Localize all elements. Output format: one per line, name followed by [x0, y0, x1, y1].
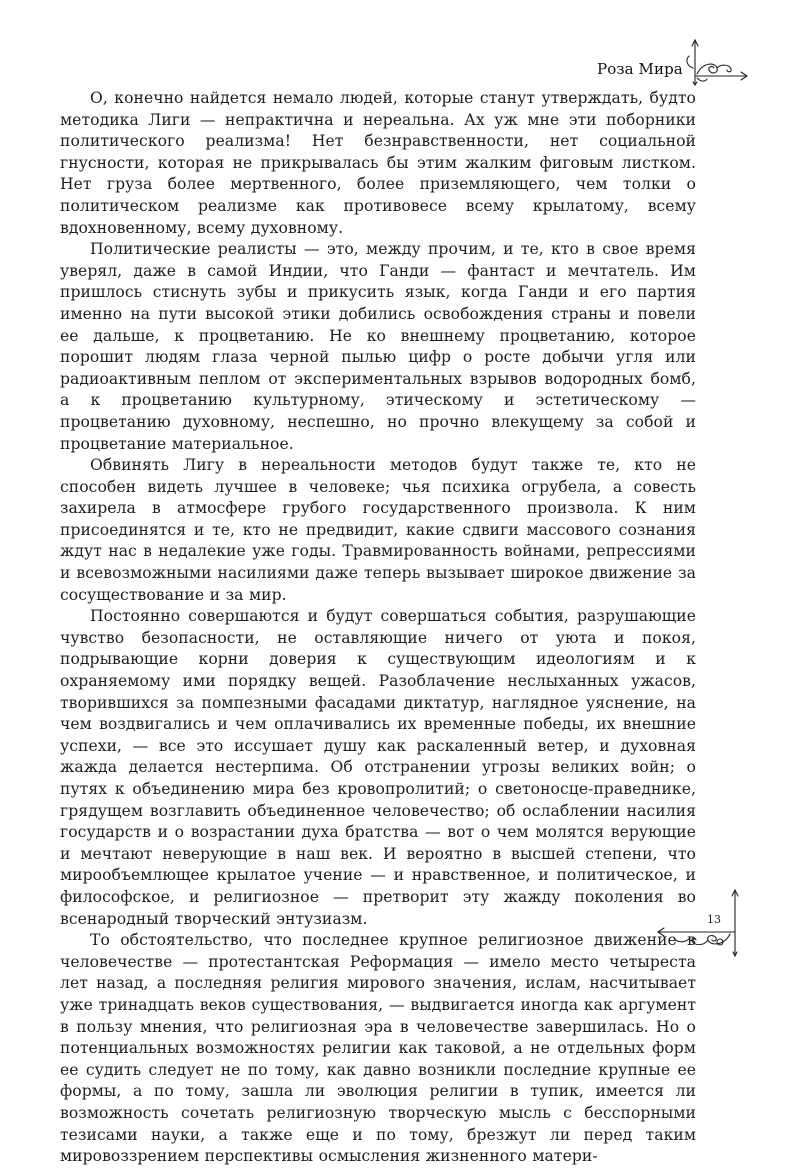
paragraph: То обстоятельство, что последнее крупное религиозное движение в человечестве — протестантская Реформация — имело место четыреста лет назад, а последняя религия мирового значения, ислам, насчитывает уже тринадцать веков существования, — выдвигается иногда как аргумент в пользу мнения, что религиозная эра в человечестве завершилась. Но о потенциальных возможностях религии как таковой, а не отдельных форм ее судить следует не по тому, как давно возникли последние крупные ее формы, а по тому, зашла ли эволюция религии в тупик, имеется ли возможность сочетать религиозную творческую мысль с бесспорными тезисами науки, а также еще и по тому, брезжут ли перед таким мировоззрением перспективы осмысления жизненного матери- [60, 931, 696, 1166]
paragraph: Постоянно совершаются и будут совершаться события, разрушающие чувство безопасности, не оставляющие ничего от уюта и покоя, подрывающие корни доверия к существующим идеологиям и к охраняемому ими порядку вещей. Разоблачение неслыханных ужасов, творившихся за помпезными фасадами диктатур, наглядное уяснение, на чем воздвигались и чем оплачивались их временные победы, их внешние успехи, — все это иссушает душу как раскаленный ветер, и духовная жажда делается нестерпима. Об отстранении угрозы великих войн; о путях к объединению мира без кровопролитий; о светоносце-праведнике, грядущем возглавить объединенное человечество; об ослаблении насилия государств и о возрастании духа братства — вот о чем молятся верующие и мечтают неверующие в наш век. И вероятно в высшей степени, что мирообъемлющее крылатое учение — и нравственное, и политическое, и философское, и религиозное — претворит эту жажду поколения во всенародный творческий энтузиазм. [60, 607, 696, 928]
page-header [0, 0, 800, 90]
paragraph: О, конечно найдется немало людей, которые станут утверждать, будто методика Лиги — непрактична и нереальна. Ах уж мне эти поборники политического реализма! Нет безнравственности, нет социальной гнусности, которая не прикрывалась бы этим жалким фиговым листком. Нет груза более мертвенного, более приземляющего, чем толки о политическом реализме как противовесе всему крылатому, всему вдохновенному, всему духовному. [60, 89, 696, 237]
page-number: 13 [707, 913, 721, 926]
flourish-corner-icon [650, 888, 750, 958]
running-title: Роза Мира [597, 60, 683, 78]
body-text [60, 88, 696, 1168]
flourish-vine-arrow-icon [683, 38, 753, 86]
paragraph: Обвинять Лигу в нереальности методов будут также те, кто не способен видеть лучшее в человеке; чья психика огрубела, а совесть захирела в атмосфере грубого государственного произвола. К ним присоединятся и те, кто не предвидит, какие сдвиги массового сознания ждут нас в недалекие уже годы. Травмированность войнами, репрессиями и всевозможными насилиями даже теперь вызывает широкое движение за сосуществование и за мир. [60, 456, 696, 604]
paragraph: Политические реалисты — это, между прочим, и те, кто в свое время уверял, даже в самой Индии, что Ганди — фантаст и мечтатель. Им пришлось стиснуть зубы и прикусить язык, когда Ганди и его партия именно на пути высокой этики добились освобождения страны и повели ее дальше, к процветанию. Не ко внешнему процветанию, которое порошит людям глаза черной пылью цифр о росте добычи угля или радиоактивным пеплом от экспериментальных взрывов водородных бомб, а к процветанию культурному, этическому и эстетическому — процветанию духовному, неспешно, но прочно влекущему за собой и процветание материальное. [60, 240, 696, 453]
